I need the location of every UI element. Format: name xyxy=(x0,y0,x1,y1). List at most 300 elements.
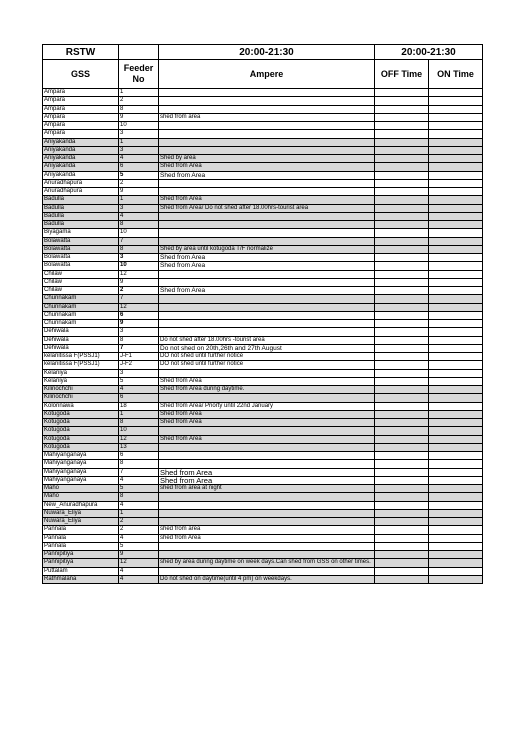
table-row xyxy=(43,171,483,179)
table-row xyxy=(43,369,483,377)
gss-cell: Bolawatta xyxy=(43,254,119,262)
feeder-cell: 18 xyxy=(119,402,159,410)
ampere-cell xyxy=(159,303,375,311)
gss-cell: Kelaniya xyxy=(43,369,119,377)
gss-cell: Dehiwala xyxy=(43,344,119,352)
ampere-cell: DO not shed until further notice xyxy=(159,361,375,369)
gss-cell: Kilinochchi xyxy=(43,394,119,402)
gss-cell: Badulla xyxy=(43,212,119,220)
feeder-cell: 4 xyxy=(119,212,159,220)
gss-cell: Badulla xyxy=(43,196,119,204)
off-time-cell xyxy=(375,105,429,113)
ampere-cell xyxy=(159,427,375,435)
gss-cell: Puttalam xyxy=(43,567,119,575)
ampere-cell: Shed from Area xyxy=(159,287,375,295)
gss-cell: Maho xyxy=(43,485,119,493)
ampere-cell: Shed from Area xyxy=(159,476,375,484)
off-time-cell xyxy=(375,468,429,476)
off-time-cell xyxy=(375,534,429,542)
off-time-cell xyxy=(375,270,429,278)
on-time-cell xyxy=(429,270,483,278)
feeder-cell: 3 xyxy=(119,146,159,154)
off-time-cell xyxy=(375,526,429,534)
ampere-cell xyxy=(159,311,375,319)
gss-cell: kelanitissa F(PSSJ1) xyxy=(43,361,119,369)
ampere-cell xyxy=(159,105,375,113)
gss-cell: Nuwara_Eliya xyxy=(43,518,119,526)
feeder-cell: 6 xyxy=(119,394,159,402)
ampere-cell xyxy=(159,270,375,278)
col-header-gss: GSS xyxy=(43,60,119,89)
feeder-cell: 7 xyxy=(119,468,159,476)
ampere-cell xyxy=(159,122,375,130)
gss-cell: Aniyakanda xyxy=(43,138,119,146)
on-time-cell xyxy=(429,344,483,352)
on-time-cell xyxy=(429,336,483,344)
col-header-on-time: ON Time xyxy=(429,60,483,89)
off-time-cell xyxy=(375,336,429,344)
off-time-cell xyxy=(375,196,429,204)
off-time-cell xyxy=(375,122,429,130)
on-time-cell xyxy=(429,278,483,286)
table-row xyxy=(43,485,483,493)
on-time-cell xyxy=(429,295,483,303)
table-body xyxy=(43,89,483,584)
feeder-cell: 4 xyxy=(119,476,159,484)
header-row-columns xyxy=(43,60,483,89)
on-time-cell xyxy=(429,204,483,212)
feeder-cell: 8 xyxy=(119,105,159,113)
ampere-cell: shed from Area xyxy=(159,534,375,542)
table-row xyxy=(43,460,483,468)
on-time-cell xyxy=(429,575,483,583)
ampere-cell: shed from area xyxy=(159,113,375,121)
station-label: RSTW xyxy=(43,45,119,60)
feeder-cell: 6 xyxy=(119,311,159,319)
gss-cell: Anuradhapura xyxy=(43,179,119,187)
table-row xyxy=(43,493,483,501)
feeder-cell: 2 xyxy=(119,518,159,526)
gss-cell: Anuradhapura xyxy=(43,188,119,196)
gss-cell: Kotugoda xyxy=(43,435,119,443)
off-time-cell xyxy=(375,575,429,583)
table-row xyxy=(43,287,483,295)
table-row xyxy=(43,419,483,427)
feeder-cell: 1 xyxy=(119,410,159,418)
feeder-cell: 12 xyxy=(119,435,159,443)
feeder-cell: 5 xyxy=(119,542,159,550)
on-time-cell xyxy=(429,551,483,559)
gss-cell: Maho xyxy=(43,493,119,501)
ampere-cell: Do not shed on 20th,26th and 27th August xyxy=(159,344,375,352)
off-time-cell xyxy=(375,171,429,179)
on-time-cell xyxy=(429,196,483,204)
on-time-cell xyxy=(429,427,483,435)
on-time-cell xyxy=(429,526,483,534)
feeder-cell: 4 xyxy=(119,155,159,163)
table-row xyxy=(43,361,483,369)
table-row xyxy=(43,295,483,303)
table-row xyxy=(43,212,483,220)
feeder-cell: 4 xyxy=(119,575,159,583)
header-row-top xyxy=(43,45,483,60)
off-time-cell xyxy=(375,328,429,336)
gss-cell: Ampara xyxy=(43,89,119,97)
ampere-cell xyxy=(159,237,375,245)
feeder-cell: 4 xyxy=(119,386,159,394)
ampere-cell: shed by area during daytime on week days.Can shed from GSS on other times. xyxy=(159,559,375,567)
table-row xyxy=(43,196,483,204)
feeder-cell: 8 xyxy=(119,419,159,427)
off-time-cell xyxy=(375,278,429,286)
on-time-cell xyxy=(429,320,483,328)
ampere-cell: Shed from Area/ Do not shed after 18.00hrs-tourist area xyxy=(159,204,375,212)
table-row xyxy=(43,509,483,517)
gss-cell: Aniyakanda xyxy=(43,155,119,163)
off-time-cell xyxy=(375,518,429,526)
ampere-cell: Do not shed after 18.00hrs -tourist area xyxy=(159,336,375,344)
off-time-cell xyxy=(375,254,429,262)
table-row xyxy=(43,518,483,526)
off-time-cell xyxy=(375,410,429,418)
ampere-cell xyxy=(159,567,375,575)
feeder-cell: 3 xyxy=(119,130,159,138)
off-time-cell xyxy=(375,542,429,550)
gss-cell: Mahiyanganaya xyxy=(43,468,119,476)
gss-cell: Pannala xyxy=(43,542,119,550)
col-header-off-time: OFF Time xyxy=(375,60,429,89)
off-time-cell xyxy=(375,130,429,138)
gss-cell: Mahiyanganaya xyxy=(43,452,119,460)
on-time-cell xyxy=(429,443,483,451)
feeder-cell: 2 xyxy=(119,526,159,534)
on-time-cell xyxy=(429,163,483,171)
feeder-cell: J-F2 xyxy=(119,361,159,369)
on-time-cell xyxy=(429,303,483,311)
on-time-cell xyxy=(429,229,483,237)
on-time-cell xyxy=(429,237,483,245)
gss-cell: Chunnakam xyxy=(43,303,119,311)
ampere-cell: Shed from Area xyxy=(159,163,375,171)
ampere-cell xyxy=(159,320,375,328)
ampere-cell xyxy=(159,551,375,559)
table-row xyxy=(43,105,483,113)
ampere-cell xyxy=(159,130,375,138)
gss-cell: Chilaw xyxy=(43,270,119,278)
table-row xyxy=(43,559,483,567)
feeder-cell: 6 xyxy=(119,163,159,171)
ampere-cell: DO not shed until further notice xyxy=(159,353,375,361)
ampere-cell xyxy=(159,138,375,146)
on-time-cell xyxy=(429,501,483,509)
off-time-cell xyxy=(375,369,429,377)
table-row xyxy=(43,311,483,319)
off-time-cell xyxy=(375,559,429,567)
gss-cell: Bolawatta xyxy=(43,262,119,270)
ampere-cell: Shed by area until kotugoda T/F normalize xyxy=(159,245,375,253)
table-row xyxy=(43,113,483,121)
off-time-cell xyxy=(375,188,429,196)
on-time-cell xyxy=(429,138,483,146)
off-time-cell xyxy=(375,89,429,97)
off-time-cell xyxy=(375,476,429,484)
gss-cell: Ampara xyxy=(43,130,119,138)
feeder-cell: 10 xyxy=(119,262,159,270)
table-row xyxy=(43,353,483,361)
on-time-cell xyxy=(429,542,483,550)
table-row xyxy=(43,204,483,212)
on-time-cell xyxy=(429,130,483,138)
ampere-cell xyxy=(159,509,375,517)
on-time-cell xyxy=(429,559,483,567)
on-time-cell xyxy=(429,460,483,468)
table-row xyxy=(43,146,483,154)
feeder-cell: 9 xyxy=(119,188,159,196)
gss-cell: Badulla xyxy=(43,204,119,212)
gss-cell: Kotugoda xyxy=(43,427,119,435)
on-time-cell xyxy=(429,113,483,121)
off-time-cell xyxy=(375,245,429,253)
off-time-cell xyxy=(375,113,429,121)
feeder-cell: 5 xyxy=(119,485,159,493)
gss-cell: Ampara xyxy=(43,113,119,121)
gss-cell: Mahiyanganaya xyxy=(43,460,119,468)
off-time-cell xyxy=(375,551,429,559)
off-time-cell xyxy=(375,509,429,517)
gss-cell: Rathmalana xyxy=(43,575,119,583)
on-time-cell xyxy=(429,435,483,443)
off-time-cell xyxy=(375,146,429,154)
off-time-cell xyxy=(375,435,429,443)
on-time-cell xyxy=(429,518,483,526)
feeder-cell: 9 xyxy=(119,278,159,286)
ampere-cell: Shed from Area xyxy=(159,410,375,418)
ampere-cell xyxy=(159,89,375,97)
off-time-cell xyxy=(375,138,429,146)
table-row xyxy=(43,551,483,559)
table-row xyxy=(43,443,483,451)
table-row xyxy=(43,89,483,97)
feeder-cell: 3 xyxy=(119,254,159,262)
on-time-cell xyxy=(429,485,483,493)
col-header-feeder: Feeder No xyxy=(119,60,159,89)
feeder-cell: 12 xyxy=(119,270,159,278)
off-time-cell xyxy=(375,443,429,451)
ampere-cell xyxy=(159,542,375,550)
col-header-ampere: Ampere xyxy=(159,60,375,89)
ampere-cell xyxy=(159,394,375,402)
load-shedding-table xyxy=(42,44,483,584)
feeder-cell: 2 xyxy=(119,97,159,105)
off-time-cell xyxy=(375,501,429,509)
off-time-cell xyxy=(375,353,429,361)
gss-cell: Nuwara_Eliya xyxy=(43,509,119,517)
ampere-cell: Shed from Area xyxy=(159,419,375,427)
ampere-cell xyxy=(159,295,375,303)
feeder-cell: 9 xyxy=(119,113,159,121)
feeder-cell: 9 xyxy=(119,320,159,328)
off-time-cell xyxy=(375,567,429,575)
ampere-cell xyxy=(159,443,375,451)
on-time-cell xyxy=(429,509,483,517)
on-time-cell xyxy=(429,254,483,262)
gss-cell: Ampara xyxy=(43,97,119,105)
gss-cell: Kilinochchi xyxy=(43,386,119,394)
feeder-cell: 10 xyxy=(119,427,159,435)
off-time-cell xyxy=(375,97,429,105)
ampere-cell xyxy=(159,518,375,526)
table-row xyxy=(43,386,483,394)
table-row xyxy=(43,402,483,410)
feeder-cell: 5 xyxy=(119,171,159,179)
time-window-header: 20:00-21:30 xyxy=(159,45,375,60)
ampere-cell: Shed from Area xyxy=(159,435,375,443)
table-row xyxy=(43,262,483,270)
ampere-cell xyxy=(159,97,375,105)
on-time-cell xyxy=(429,419,483,427)
off-time-cell xyxy=(375,287,429,295)
feeder-cell: 8 xyxy=(119,336,159,344)
on-time-cell xyxy=(429,468,483,476)
on-time-cell xyxy=(429,361,483,369)
off-time-cell xyxy=(375,262,429,270)
gss-cell: Bolawatta xyxy=(43,245,119,253)
feeder-cell: 10 xyxy=(119,122,159,130)
ampere-cell: shed from area at night xyxy=(159,485,375,493)
gss-cell: Pannipitiya xyxy=(43,551,119,559)
feeder-cell: 8 xyxy=(119,245,159,253)
on-time-cell xyxy=(429,311,483,319)
table-row xyxy=(43,270,483,278)
ampere-cell: Shed from Area xyxy=(159,196,375,204)
on-time-cell xyxy=(429,328,483,336)
gss-cell: New_Anuradhapura xyxy=(43,501,119,509)
off-time-cell xyxy=(375,311,429,319)
on-time-cell xyxy=(429,212,483,220)
ampere-cell: Shed from Area xyxy=(159,171,375,179)
off-time-cell xyxy=(375,427,429,435)
on-time-cell xyxy=(429,353,483,361)
feeder-cell: 2 xyxy=(119,287,159,295)
feeder-cell: 4 xyxy=(119,567,159,575)
on-time-cell xyxy=(429,97,483,105)
ampere-cell xyxy=(159,452,375,460)
off-time-cell xyxy=(375,452,429,460)
on-time-cell xyxy=(429,105,483,113)
table-row xyxy=(43,328,483,336)
gss-cell: Pannipitiya xyxy=(43,559,119,567)
gss-cell: Kotugoda xyxy=(43,419,119,427)
off-time-cell xyxy=(375,163,429,171)
table-row xyxy=(43,221,483,229)
table-row xyxy=(43,336,483,344)
on-time-cell xyxy=(429,262,483,270)
off-time-cell xyxy=(375,419,429,427)
table-row xyxy=(43,320,483,328)
feeder-cell: 12 xyxy=(119,559,159,567)
gss-cell: Ampara xyxy=(43,122,119,130)
feeder-cell: 3 xyxy=(119,204,159,212)
table-row xyxy=(43,138,483,146)
off-time-cell xyxy=(375,204,429,212)
off-time-cell xyxy=(375,493,429,501)
gss-cell: Ampara xyxy=(43,105,119,113)
on-time-cell xyxy=(429,452,483,460)
off-time-cell xyxy=(375,361,429,369)
table-row xyxy=(43,452,483,460)
ampere-cell: Shed from Area xyxy=(159,468,375,476)
gss-cell: Biyagama xyxy=(43,229,119,237)
ampere-cell xyxy=(159,221,375,229)
gss-cell: Dehiwala xyxy=(43,336,119,344)
feeder-cell: 2 xyxy=(119,179,159,187)
on-time-cell xyxy=(429,155,483,163)
table-row xyxy=(43,155,483,163)
feeder-cell: 1 xyxy=(119,89,159,97)
off-time-cell xyxy=(375,221,429,229)
table-row xyxy=(43,179,483,187)
table-row xyxy=(43,254,483,262)
on-time-cell xyxy=(429,369,483,377)
ampere-cell xyxy=(159,493,375,501)
on-time-cell xyxy=(429,122,483,130)
off-time-cell xyxy=(375,386,429,394)
on-time-cell xyxy=(429,146,483,154)
table-row xyxy=(43,278,483,286)
ampere-cell xyxy=(159,278,375,286)
ampere-cell xyxy=(159,146,375,154)
table-row xyxy=(43,542,483,550)
off-time-cell xyxy=(375,394,429,402)
feeder-cell: 1 xyxy=(119,509,159,517)
on-time-cell xyxy=(429,171,483,179)
gss-cell: Chunnakam xyxy=(43,295,119,303)
on-time-cell xyxy=(429,410,483,418)
gss-cell: Mahiyanganaya xyxy=(43,476,119,484)
feeder-cell: 8 xyxy=(119,460,159,468)
gss-cell: Chilaw xyxy=(43,278,119,286)
feeder-cell: 3 xyxy=(119,328,159,336)
gss-cell: Chilaw xyxy=(43,287,119,295)
on-time-cell xyxy=(429,287,483,295)
table-row xyxy=(43,237,483,245)
gss-cell: Chunnakam xyxy=(43,320,119,328)
ampere-cell xyxy=(159,328,375,336)
feeder-cell: 8 xyxy=(119,493,159,501)
gss-cell: kelanitissa F(PSSJ1) xyxy=(43,353,119,361)
gss-cell: Kelaniya xyxy=(43,377,119,385)
gss-cell: Badulla xyxy=(43,221,119,229)
ampere-cell xyxy=(159,460,375,468)
off-time-cell xyxy=(375,485,429,493)
feeder-cell: 10 xyxy=(119,229,159,237)
off-time-cell xyxy=(375,179,429,187)
table-row xyxy=(43,122,483,130)
ampere-cell: Shed from Area/ Priorty until 22nd January xyxy=(159,402,375,410)
on-time-cell xyxy=(429,402,483,410)
on-time-cell xyxy=(429,476,483,484)
off-time-cell xyxy=(375,344,429,352)
table-row xyxy=(43,427,483,435)
off-time-cell xyxy=(375,155,429,163)
gss-cell: Kolonnawa xyxy=(43,402,119,410)
table-row xyxy=(43,229,483,237)
table-row xyxy=(43,567,483,575)
table-row xyxy=(43,526,483,534)
gss-cell: Aniyakanda xyxy=(43,171,119,179)
feeder-cell: 4 xyxy=(119,534,159,542)
feeder-cell: 3 xyxy=(119,369,159,377)
